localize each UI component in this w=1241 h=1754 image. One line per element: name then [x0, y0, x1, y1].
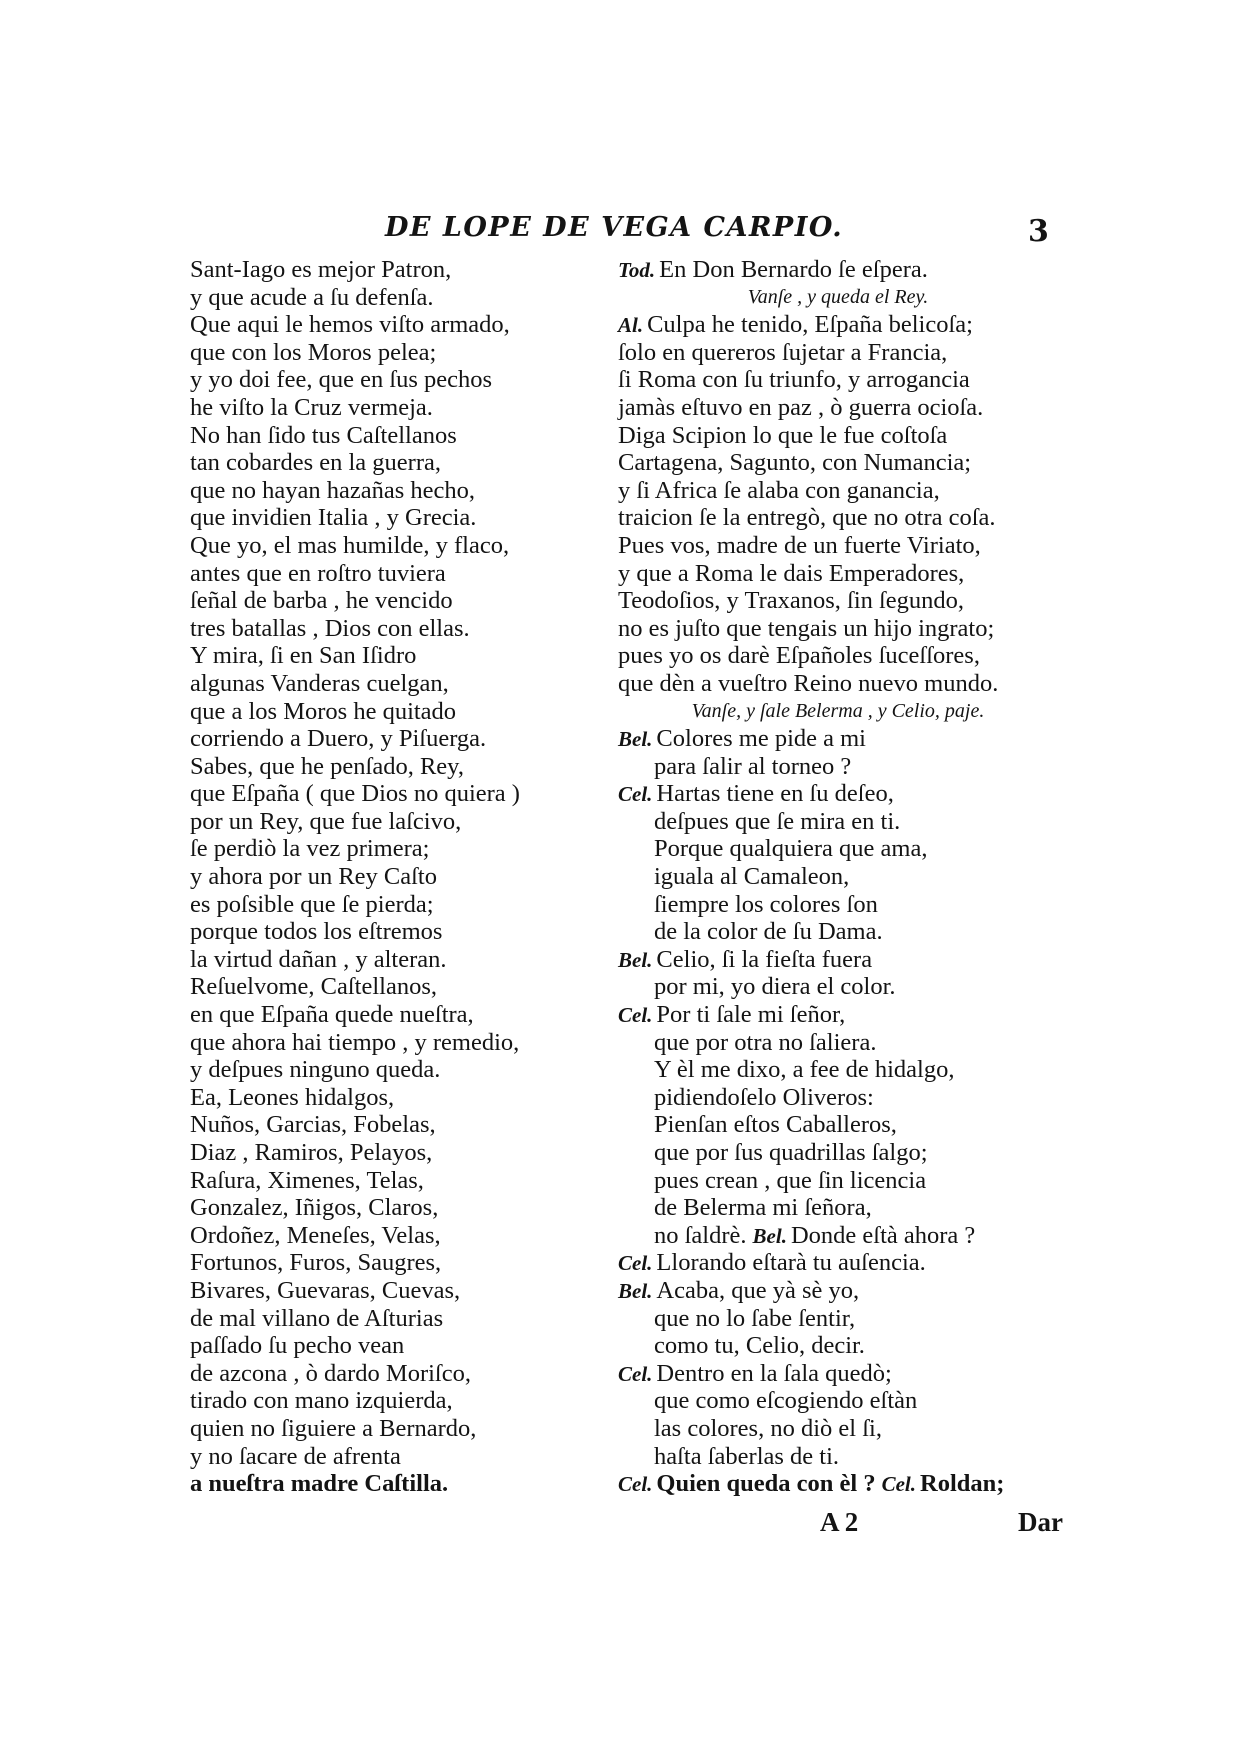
- verse-text: y que a Roma le dais Emperadores,: [618, 559, 965, 587]
- verse-line: Y mira, ſi en San Iſidro: [190, 642, 417, 670]
- verse-text: Culpa he tenido, Eſpaña belicoſa;: [647, 311, 973, 339]
- verse-line: [618, 1332, 1058, 1360]
- verse-line: Sabes, que he penſado, Rey,: [190, 752, 464, 780]
- verse-text: por mi, yo diera el color.: [654, 973, 896, 1001]
- verse-text: que por ſus quadrillas ſalgo;: [654, 1139, 928, 1166]
- speaker-tag: Cel.: [881, 1472, 917, 1497]
- verse-line: [618, 1443, 1058, 1471]
- running-title: DE LOPE DE VEGA CARPIO.: [385, 212, 844, 243]
- verse-line: [618, 780, 1058, 808]
- verse-line: Nuños, Garcias, Fobelas,: [190, 1111, 436, 1139]
- verse-line: [618, 1305, 1058, 1333]
- verse-text: que como eſcogiendo eſtàn: [654, 1387, 918, 1415]
- verse-line: [618, 1056, 1058, 1084]
- verse-text: Diga Scipion lo que le fue coſtoſa: [618, 421, 948, 449]
- verse-line: [618, 615, 1058, 643]
- verse-line: [618, 863, 1058, 891]
- speaker-tag: Cel.: [618, 782, 653, 807]
- verse-text: Teodoſios, y Traxanos, ſin ſegundo,: [618, 587, 965, 615]
- page-number: 3: [1028, 214, 1049, 249]
- verse-line: [618, 1222, 1058, 1250]
- verse-line: de mal villano de Aſturias: [190, 1304, 444, 1332]
- speaker-tag: Al.: [618, 313, 644, 338]
- verse-line: [618, 1084, 1058, 1112]
- verse-line: [618, 642, 1058, 670]
- verse-line: que ahora hai tiempo , y remedio,: [190, 1028, 520, 1056]
- verse-line: [618, 891, 1058, 919]
- verse-line: [618, 449, 1058, 477]
- verse-line: que invidien Italia , y Grecia.: [190, 504, 477, 532]
- verse-text: Celio, ſi la fieſta fuera: [656, 945, 873, 973]
- verse-text: no ſaldrè.: [654, 1221, 747, 1249]
- verse-text: Y èl me dixo, a fee de hidalgo,: [654, 1056, 955, 1084]
- verse-line: [618, 311, 1058, 339]
- verse-line: que a los Moros he quitado: [190, 697, 457, 725]
- verse-text: para ſalir al torneo ?: [654, 752, 852, 780]
- verse-line: ſeñal de barba , he vencido: [190, 587, 453, 615]
- verse-text: ſi Roma con ſu triunfo, y arrogancia: [618, 366, 970, 394]
- verse-line: antes que en roſtro tuviera: [190, 559, 446, 587]
- verse-text: que no lo ſabe ſentir,: [654, 1304, 856, 1332]
- stage-direction: Vanſe, y ſale Belerma , y Celio, paje.: [691, 699, 985, 722]
- verse-line: No han ſido tus Caſtellanos: [190, 421, 457, 449]
- verse-line: [618, 1470, 1058, 1498]
- verse-text: y ſi Africa ſe alaba con ganancia,: [618, 476, 940, 504]
- verse-line: corriendo a Duero, y Piſuerga.: [190, 725, 487, 753]
- verse-line: [618, 725, 1058, 753]
- verse-line: he viſto la Cruz vermeja.: [190, 393, 433, 421]
- signature-mark: A 2: [820, 1507, 859, 1537]
- verse-line: y no ſacare de afrenta: [190, 1442, 401, 1470]
- verse-line: tirado con mano izquierda,: [190, 1387, 453, 1415]
- verse-text: deſpues que ſe mira en ti.: [654, 807, 901, 835]
- verse-line: [618, 532, 1058, 560]
- verse-text: Donde eſtà ahora ?: [790, 1221, 976, 1249]
- verse-text: Dentro en la ſala quedò;: [656, 1359, 892, 1387]
- verse-line: a nueſtra madre Caſtilla.: [190, 1470, 449, 1498]
- verse-text: las colores, no diò el ſi,: [654, 1414, 882, 1442]
- verse-line: [618, 753, 1058, 781]
- verse-line: Que aqui le hemos viſto armado,: [190, 311, 510, 339]
- verse-line: que no hayan hazañas hecho,: [190, 476, 476, 504]
- verse-line: [618, 1139, 1058, 1167]
- verse-line: [618, 1111, 1058, 1139]
- speaker-tag: Bel.: [618, 947, 653, 972]
- verse-line: [618, 1415, 1058, 1443]
- verse-line: [618, 339, 1058, 367]
- verse-line: [618, 1029, 1058, 1057]
- stage-direction: Vanſe , y queda el Rey.: [747, 285, 929, 308]
- verse-line: que Eſpaña ( que Dios no quiera ): [190, 780, 520, 808]
- verse-line: de azcona , ò dardo Moriſco,: [190, 1359, 471, 1387]
- verse-line: es poſsible que ſe pierda;: [190, 890, 434, 918]
- verse-text: no es juſto que tengais un hijo ingrato;: [618, 614, 995, 642]
- verse-line: y ahora por un Rey Caſto: [190, 863, 437, 891]
- verse-text: Pienſan eſtos Caballeros,: [654, 1111, 897, 1139]
- verse-text: Colores me pide a mi: [656, 725, 866, 753]
- speaker-tag: Tod.: [618, 258, 656, 282]
- speaker-tag: Bel.: [618, 1278, 653, 1303]
- verse-line: Ea, Leones hidalgos,: [190, 1083, 395, 1111]
- verse-text: ſolo en quereros ſujetar a Francia,: [618, 338, 948, 366]
- verse-line: [618, 560, 1058, 588]
- verse-line: [618, 1001, 1058, 1029]
- speaker-tag: Cel.: [618, 1251, 653, 1276]
- verse-text: Roldan;: [920, 1470, 1005, 1498]
- speaker-tag: Bel.: [618, 727, 653, 752]
- verse-line: [618, 1387, 1058, 1415]
- verse-text: Acaba, que yà sè yo,: [656, 1276, 860, 1304]
- verse-text: que por otra no ſaliera.: [654, 1028, 877, 1056]
- verse-line: porque todos los eſtremos: [190, 918, 443, 946]
- verse-line: [618, 835, 1058, 863]
- speaker-tag: Cel.: [618, 1003, 653, 1028]
- verse-text: En Don Bernardo ſe eſpera.: [659, 256, 928, 283]
- verse-line: [618, 1360, 1058, 1388]
- verse-line: [618, 1277, 1058, 1305]
- verse-line: [618, 973, 1058, 1001]
- verse-text: ſiempre los colores ſon: [654, 890, 878, 918]
- verse-line: [618, 918, 1058, 946]
- verse-line: ſe perdiò la vez primera;: [190, 835, 430, 863]
- verse-line: [618, 422, 1058, 450]
- verse-text: pidiendoſelo Oliveros:: [654, 1083, 874, 1111]
- verse-line: [618, 394, 1058, 422]
- verse-line: tan cobardes en la guerra,: [190, 449, 441, 477]
- verse-text: jamàs eſtuvo en paz , ò guerra ocioſa.: [618, 393, 984, 421]
- verse-text: Quien queda con èl ?: [656, 1470, 876, 1498]
- verse-text: traicion ſe la entregò, que no otra coſa.: [618, 504, 996, 532]
- verse-text: haſta ſaberlas de ti.: [654, 1442, 840, 1470]
- verse-line: Reſuelvome, Caſtellanos,: [190, 973, 437, 1001]
- verse-line: [618, 1249, 1058, 1277]
- verse-line: algunas Vanderas cuelgan,: [190, 669, 449, 697]
- verse-line: [618, 477, 1058, 505]
- speaker-tag: Cel.: [618, 1472, 653, 1497]
- verse-line: Ordoñez, Meneſes, Velas,: [190, 1221, 441, 1249]
- verse-line: [618, 670, 1058, 698]
- speaker-tag: Cel.: [618, 1361, 653, 1386]
- verse-text: iguala al Camaleon,: [654, 863, 850, 891]
- verse-line: [618, 946, 1058, 974]
- right-column: [618, 256, 1058, 1498]
- verse-line: [618, 1194, 1058, 1222]
- verse-line: [618, 808, 1058, 836]
- verse-text: de Belerma mi ſeñora,: [654, 1194, 872, 1222]
- verse-line: [618, 1167, 1058, 1195]
- verse-line: Sant-Iago es mejor Patron,: [190, 256, 452, 283]
- verse-line: Raſura, Ximenes, Telas,: [190, 1166, 424, 1194]
- verse-text: pues yo os darè Eſpañoles ſuceſſores,: [618, 642, 980, 670]
- verse-line: [618, 587, 1058, 615]
- verse-text: pues crean , que ſin licencia: [654, 1166, 927, 1194]
- verse-text: que dèn a vueſtro Reino nuevo mundo.: [618, 669, 999, 697]
- verse-line: la virtud dañan , y alteran.: [190, 945, 447, 973]
- verse-line: que con los Moros pelea;: [190, 338, 437, 366]
- verse-line: Gonzalez, Iñigos, Claros,: [190, 1194, 439, 1222]
- left-column: [190, 256, 590, 1498]
- verse-text: Pues vos, madre de un fuerte Viriato,: [618, 531, 981, 559]
- verse-line: [618, 504, 1058, 532]
- verse-line: en que Eſpaña quede nueſtra,: [190, 1001, 474, 1029]
- verse-line: Bivares, Guevaras, Cuevas,: [190, 1276, 461, 1304]
- verse-line: [618, 256, 1058, 284]
- verse-text: Por ti ſale mi ſeñor,: [656, 1001, 846, 1029]
- catchword: Dar: [1018, 1507, 1063, 1537]
- verse-text: Cartagena, Sagunto, con Numancia;: [618, 449, 972, 477]
- speaker-tag: Bel.: [752, 1223, 787, 1248]
- verse-line: por un Rey, que fue laſcivo,: [190, 807, 462, 835]
- verse-line: Que yo, el mas humilde, y flaco,: [190, 531, 510, 559]
- verse-text: Porque qualquiera que ama,: [654, 835, 928, 863]
- verse-line: [618, 366, 1058, 394]
- verse-line: y que acude a ſu defenſa.: [190, 283, 434, 311]
- verse-text: de la color de ſu Dama.: [654, 918, 883, 946]
- verse-line: Fortunos, Furos, Saugres,: [190, 1249, 442, 1277]
- verse-text: Llorando eſtarà tu auſencia.: [656, 1249, 926, 1277]
- verse-line: y deſpues ninguno queda.: [190, 1056, 441, 1084]
- verse-line: y yo doi fee, que en ſus pechos: [190, 366, 493, 394]
- verse-line: paſſado ſu pecho vean: [190, 1332, 405, 1360]
- verse-line: Diaz , Ramiros, Pelayos,: [190, 1139, 433, 1166]
- verse-line: tres batallas , Dios con ellas.: [190, 614, 470, 642]
- verse-line: quien no ſiguiere a Bernardo,: [190, 1414, 477, 1442]
- verse-text: Hartas tiene en ſu deſeo,: [656, 780, 894, 808]
- verse-text: como tu, Celio, decir.: [654, 1332, 865, 1360]
